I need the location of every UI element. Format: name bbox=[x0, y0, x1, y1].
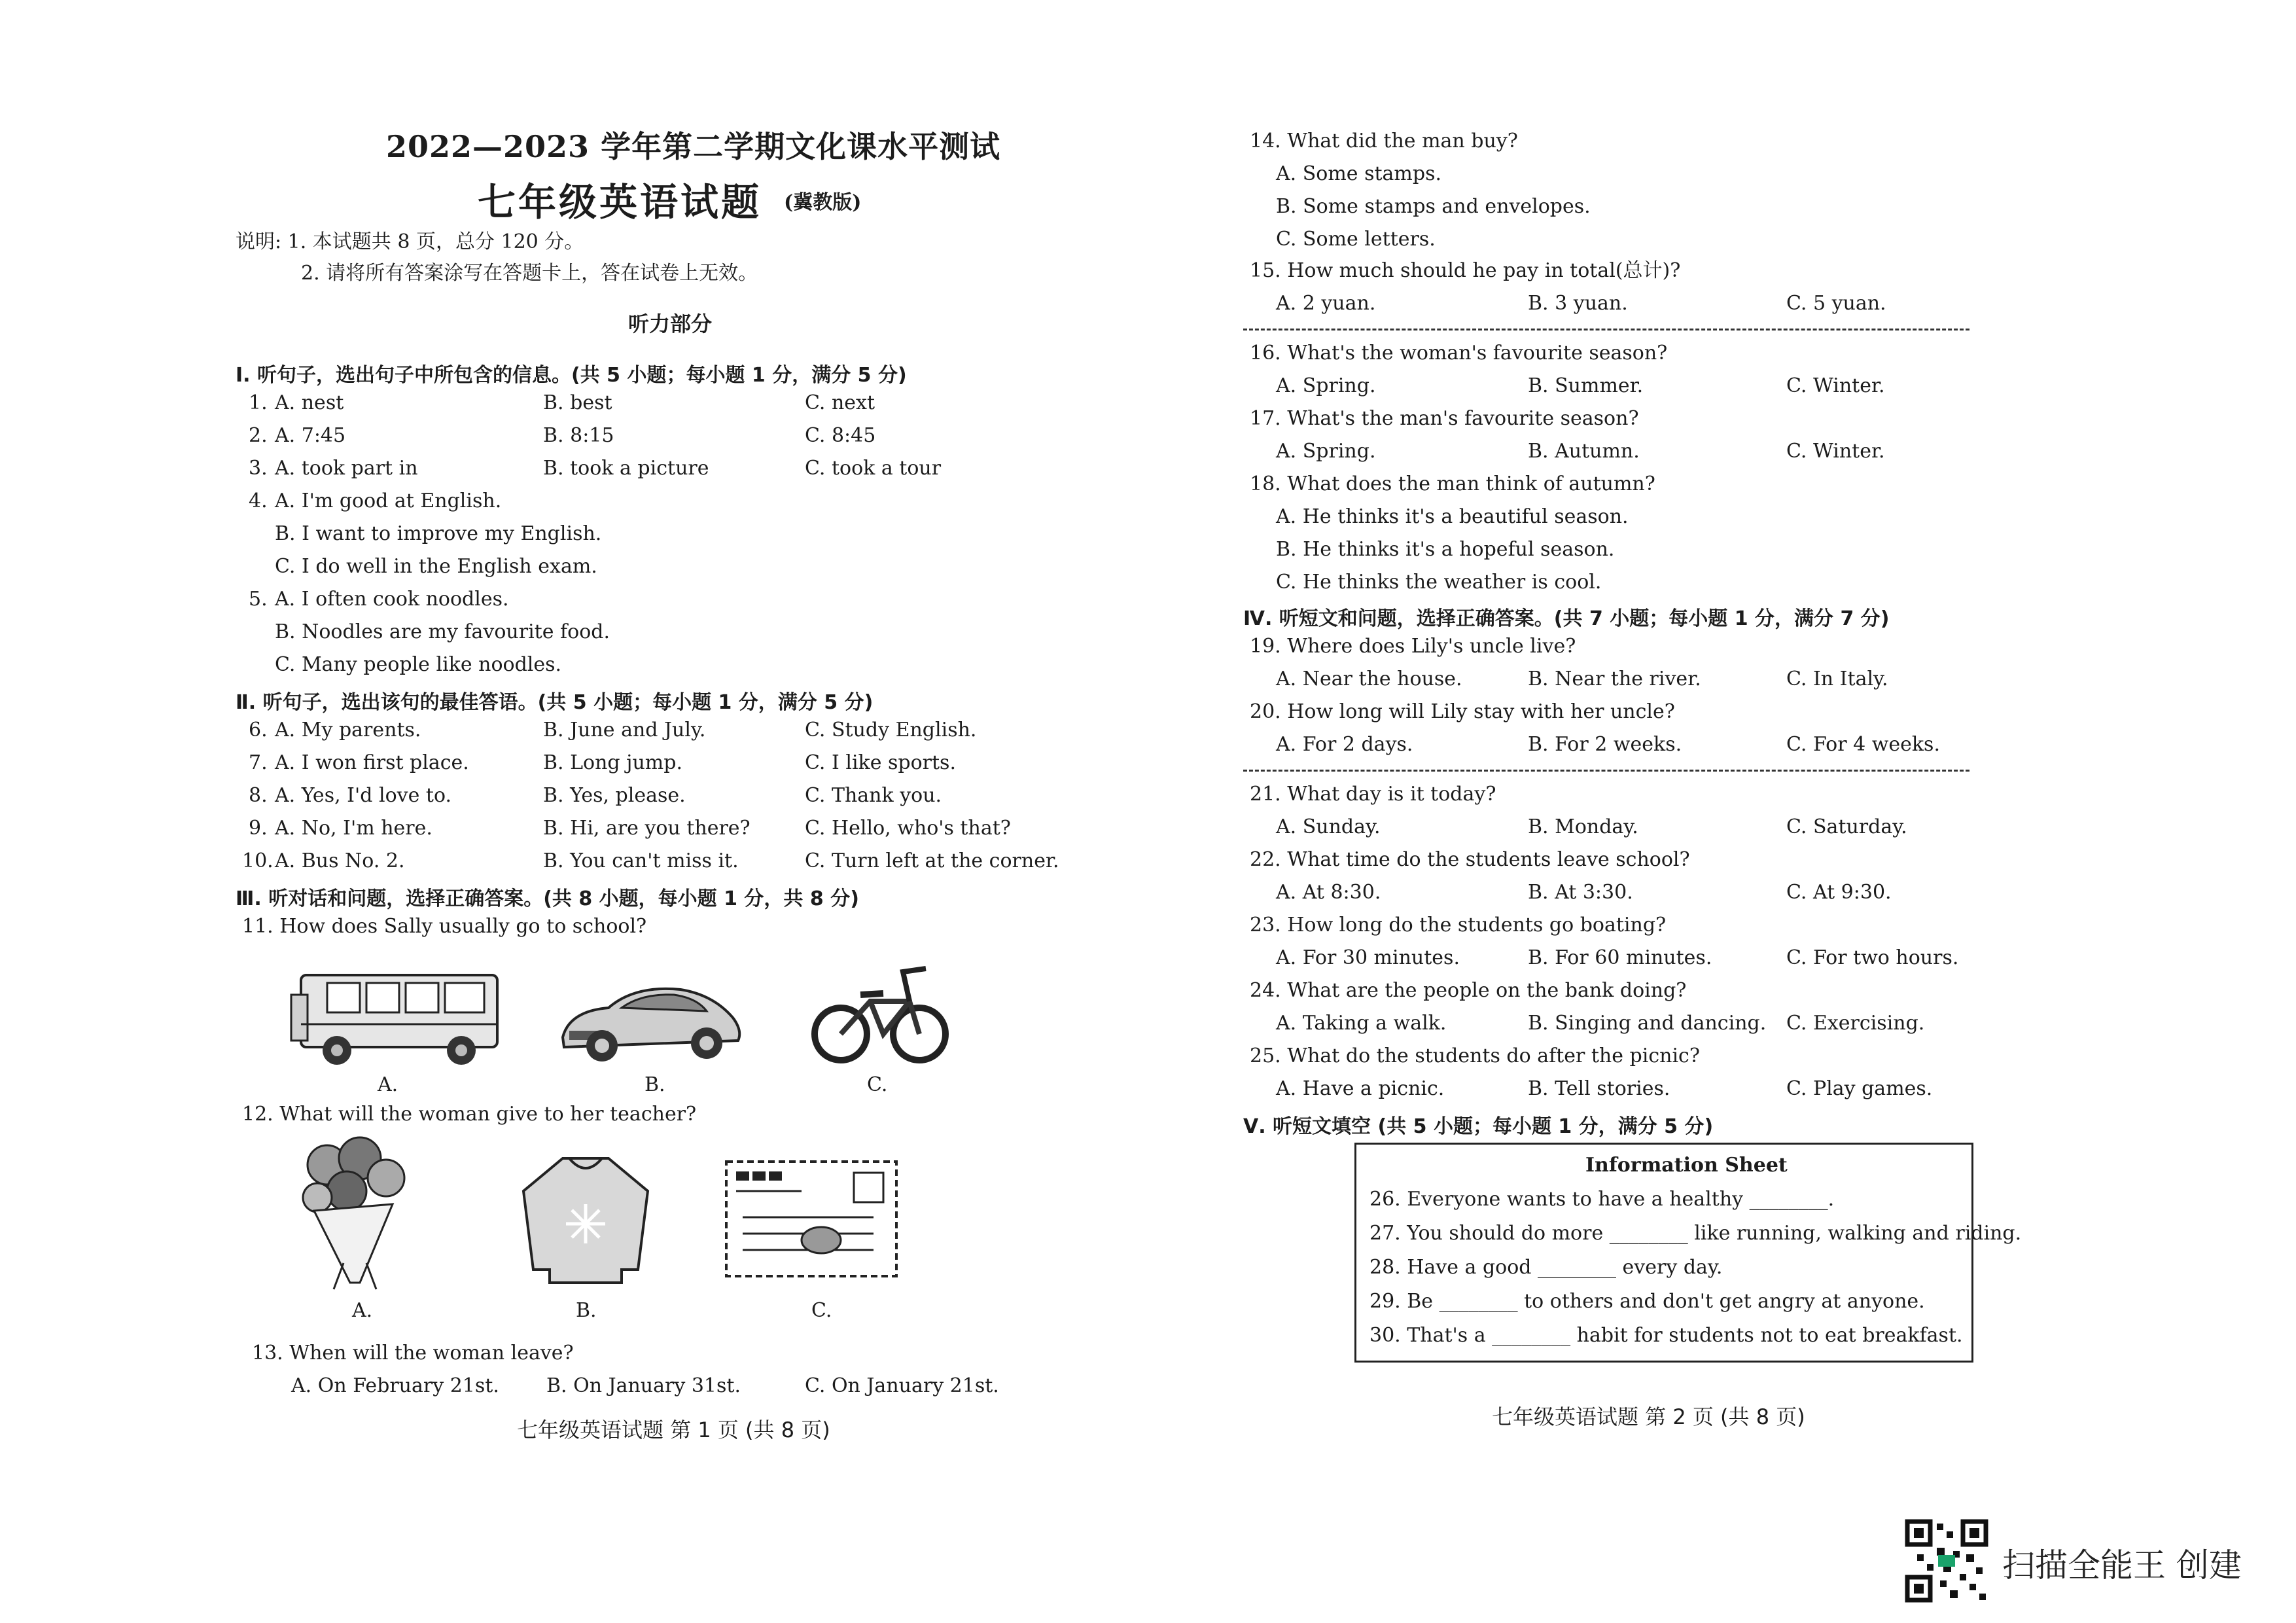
divider-line bbox=[1243, 329, 1969, 330]
page-1-footer: 七年级英语试题 第 1 页 (共 8 页) bbox=[517, 1418, 830, 1442]
q14-option-b: B. Some stamps and envelopes. bbox=[1276, 195, 1591, 218]
info-line-28: 28. Have a good ________ every day. bbox=[1369, 1256, 1723, 1279]
bus-picture bbox=[288, 969, 510, 1073]
section-3-heading: Ⅲ. 听对话和问题，选择正确答案。(共 8 小题，每小题 1 分，共 8 分) bbox=[236, 887, 859, 910]
q4-option-a: A. I'm good at English. bbox=[275, 490, 502, 512]
q5-number: 5. bbox=[249, 588, 268, 611]
q15-option-b: B. 3 yuan. bbox=[1528, 292, 1628, 315]
section-2-heading: Ⅱ. 听句子，选出该句的最佳答语。(共 5 小题；每小题 1 分，满分 5 分) bbox=[236, 691, 874, 714]
question-12-text: 12. What will the woman give to her teacher? bbox=[242, 1103, 697, 1126]
sweater-picture bbox=[517, 1152, 654, 1289]
q21-option-a: A. Sunday. bbox=[1276, 815, 1381, 838]
question-18-text: 18. What does the man think of autumn? bbox=[1250, 473, 1655, 495]
q6-option-c: C. Study English. bbox=[805, 719, 977, 741]
q1-number: 1. bbox=[249, 391, 268, 414]
q22-option-b: B. At 3:30. bbox=[1528, 881, 1633, 904]
q19-option-c: C. In Italy. bbox=[1786, 668, 1888, 690]
q14-option-a: A. Some stamps. bbox=[1276, 162, 1442, 185]
q15-option-c: C. 5 yuan. bbox=[1786, 292, 1886, 315]
q19-option-a: A. Near the house. bbox=[1276, 668, 1462, 690]
q4-number: 4. bbox=[249, 490, 268, 512]
q11-label-a: A. bbox=[378, 1073, 398, 1096]
exam-page-2 bbox=[1243, 0, 2022, 1623]
q17-option-a: A. Spring. bbox=[1276, 440, 1376, 463]
question-15-text: 15. How much should he pay in total(总计)? bbox=[1250, 259, 1681, 282]
q24-option-b: B. Singing and dancing. bbox=[1528, 1012, 1767, 1035]
q24-option-c: C. Exercising. bbox=[1786, 1012, 1925, 1035]
info-line-26: 26. Everyone wants to have a healthy ________. bbox=[1369, 1188, 1835, 1211]
q6-number: 6. bbox=[249, 719, 268, 741]
note-1: 说明: 1. 本试题共 8 页，总分 120 分。 bbox=[236, 230, 584, 253]
q3-number: 3. bbox=[249, 457, 268, 480]
q9-option-b: B. Hi, are you there? bbox=[543, 817, 751, 840]
q11-label-c: C. bbox=[867, 1073, 888, 1096]
q23-option-b: B. For 60 minutes. bbox=[1528, 946, 1712, 969]
q15-option-a: A. 2 yuan. bbox=[1276, 292, 1376, 315]
q23-option-c: C. For two hours. bbox=[1786, 946, 1959, 969]
q20-option-c: C. For 4 weeks. bbox=[1786, 733, 1940, 756]
q12-label-c: C. bbox=[811, 1299, 832, 1322]
bicycle-picture bbox=[811, 955, 949, 1073]
q20-option-a: A. For 2 days. bbox=[1276, 733, 1413, 756]
q2-option-c: C. 8:45 bbox=[805, 424, 876, 447]
q7-option-c: C. I like sports. bbox=[805, 751, 956, 774]
q10-option-b: B. You can't miss it. bbox=[543, 849, 739, 872]
q13-option-a: A. On February 21st. bbox=[291, 1374, 499, 1397]
q7-option-a: A. I won first place. bbox=[275, 751, 469, 774]
q6-option-a: A. My parents. bbox=[275, 719, 421, 741]
q12-label-a: A. bbox=[352, 1299, 373, 1322]
scanner-watermark: 扫描全能王 创建 bbox=[2002, 1546, 2242, 1584]
question-19-text: 19. Where does Lily's uncle live? bbox=[1250, 635, 1576, 658]
q1-option-b: B. best bbox=[543, 391, 612, 414]
q1-option-a: A. nest bbox=[275, 391, 344, 414]
q3-option-a: A. took part in bbox=[275, 457, 418, 480]
q5-option-b: B. Noodles are my favourite food. bbox=[275, 620, 610, 643]
question-14-text: 14. What did the man buy? bbox=[1250, 130, 1518, 152]
q8-number: 8. bbox=[249, 784, 268, 807]
info-line-29: 29. Be ________ to others and don't get angry at anyone. bbox=[1369, 1290, 1925, 1313]
q3-option-c: C. took a tour bbox=[805, 457, 942, 480]
exam-title-line1: 2022—2023 学年第二学期文化课水平测试 bbox=[386, 129, 1001, 164]
q6-option-b: B. June and July. bbox=[543, 719, 706, 741]
q21-option-b: B. Monday. bbox=[1528, 815, 1638, 838]
q20-option-b: B. For 2 weeks. bbox=[1528, 733, 1682, 756]
information-sheet bbox=[1354, 1143, 2022, 1363]
q8-option-a: A. Yes, I'd love to. bbox=[275, 784, 452, 807]
question-24-text: 24. What are the people on the bank doing? bbox=[1250, 979, 1687, 1002]
q21-option-c: C. Saturday. bbox=[1786, 815, 1907, 838]
q24-option-a: A. Taking a walk. bbox=[1276, 1012, 1447, 1035]
section-4-heading: Ⅳ. 听短文和问题，选择正确答案。(共 7 小题；每小题 1 分，满分 7 分) bbox=[1243, 607, 1890, 630]
q7-number: 7. bbox=[249, 751, 268, 774]
q25-option-a: A. Have a picnic. bbox=[1276, 1077, 1445, 1100]
q3-option-b: B. took a picture bbox=[543, 457, 709, 480]
q18-option-a: A. He thinks it's a beautiful season. bbox=[1276, 505, 1629, 528]
q5-option-c: C. Many people like noodles. bbox=[275, 653, 562, 676]
exam-page-1 bbox=[236, 0, 1086, 1623]
information-sheet-title: Information Sheet bbox=[1585, 1154, 1788, 1177]
q4-option-b: B. I want to improve my English. bbox=[275, 522, 602, 545]
car-picture bbox=[556, 975, 746, 1067]
q8-option-c: C. Thank you. bbox=[805, 784, 942, 807]
q12-label-b: B. bbox=[576, 1299, 597, 1322]
question-16-text: 16. What's the woman's favourite season? bbox=[1250, 342, 1668, 365]
q9-option-c: C. Hello, who's that? bbox=[805, 817, 1011, 840]
section-1-heading: Ⅰ. 听句子，选出句子中所包含的信息。(共 5 小题；每小题 1 分，满分 5 分) bbox=[236, 364, 907, 387]
q18-option-b: B. He thinks it's a hopeful season. bbox=[1276, 538, 1615, 561]
q13-option-b: B. On January 31st. bbox=[546, 1374, 741, 1397]
question-17-text: 17. What's the man's favourite season? bbox=[1250, 407, 1639, 430]
q17-option-c: C. Winter. bbox=[1786, 440, 1885, 463]
question-25-text: 25. What do the students do after the picnic? bbox=[1250, 1044, 1700, 1067]
q4-option-c: C. I do well in the English exam. bbox=[275, 555, 597, 578]
q22-option-c: C. At 9:30. bbox=[1786, 881, 1892, 904]
question-20-text: 20. How long will Lily stay with her uncle? bbox=[1250, 700, 1675, 723]
q2-option-a: A. 7:45 bbox=[275, 424, 346, 447]
q23-option-a: A. For 30 minutes. bbox=[1276, 946, 1460, 969]
q25-option-c: C. Play games. bbox=[1786, 1077, 1933, 1100]
q19-option-b: B. Near the river. bbox=[1528, 668, 1701, 690]
q5-option-a: A. I often cook noodles. bbox=[275, 588, 509, 611]
q17-option-b: B. Autumn. bbox=[1528, 440, 1640, 463]
q9-option-a: A. No, I'm here. bbox=[275, 817, 433, 840]
info-line-27: 27. You should do more ________ like running, walking and riding. bbox=[1369, 1222, 2022, 1245]
question-11-text: 11. How does Sally usually go to school? bbox=[242, 915, 647, 938]
question-21-text: 21. What day is it today? bbox=[1250, 783, 1496, 806]
q9-number: 9. bbox=[249, 817, 268, 840]
page-2-footer: 七年级英语试题 第 2 页 (共 8 页) bbox=[1492, 1404, 1805, 1429]
q2-number: 2. bbox=[249, 424, 268, 447]
divider-line-2 bbox=[1243, 770, 1969, 772]
q7-option-b: B. Long jump. bbox=[543, 751, 682, 774]
question-13-text: 13. When will the woman leave? bbox=[252, 1342, 574, 1364]
q10-option-c: C. Turn left at the corner. bbox=[805, 849, 1059, 872]
question-23-text: 23. How long do the students go boating? bbox=[1250, 914, 1667, 936]
q10-option-a: A. Bus No. 2. bbox=[275, 849, 405, 872]
flowers-picture bbox=[288, 1132, 419, 1296]
q8-option-b: B. Yes, please. bbox=[543, 784, 686, 807]
section-5-heading: Ⅴ. 听短文填空 (共 5 小题；每小题 1 分，满分 5 分) bbox=[1243, 1115, 1714, 1138]
edition-label: (冀教版) bbox=[784, 191, 862, 214]
q2-option-b: B. 8:15 bbox=[543, 424, 614, 447]
listening-heading: 听力部分 bbox=[628, 312, 713, 336]
q1-option-c: C. next bbox=[805, 391, 875, 414]
qr-code-icon bbox=[1904, 1518, 1989, 1603]
q25-option-b: B. Tell stories. bbox=[1528, 1077, 1670, 1100]
postcard-picture bbox=[723, 1158, 900, 1279]
info-line-30: 30. That's a ________ habit for students not to eat breakfast. bbox=[1369, 1324, 1963, 1347]
q16-option-b: B. Summer. bbox=[1528, 374, 1644, 397]
exam-title-line2: 七年级英语试题 bbox=[478, 180, 762, 224]
q22-option-a: A. At 8:30. bbox=[1276, 881, 1381, 904]
q11-label-b: B. bbox=[645, 1073, 665, 1096]
q14-option-c: C. Some letters. bbox=[1276, 228, 1436, 251]
question-22-text: 22. What time do the students leave school? bbox=[1250, 848, 1690, 871]
q18-option-c: C. He thinks the weather is cool. bbox=[1276, 571, 1602, 594]
q16-option-a: A. Spring. bbox=[1276, 374, 1376, 397]
note-2: 2. 请将所有答案涂写在答题卡上，答在试卷上无效。 bbox=[301, 262, 758, 285]
q10-number: 10. bbox=[242, 849, 274, 872]
q13-option-c: C. On January 21st. bbox=[805, 1374, 999, 1397]
q16-option-c: C. Winter. bbox=[1786, 374, 1885, 397]
